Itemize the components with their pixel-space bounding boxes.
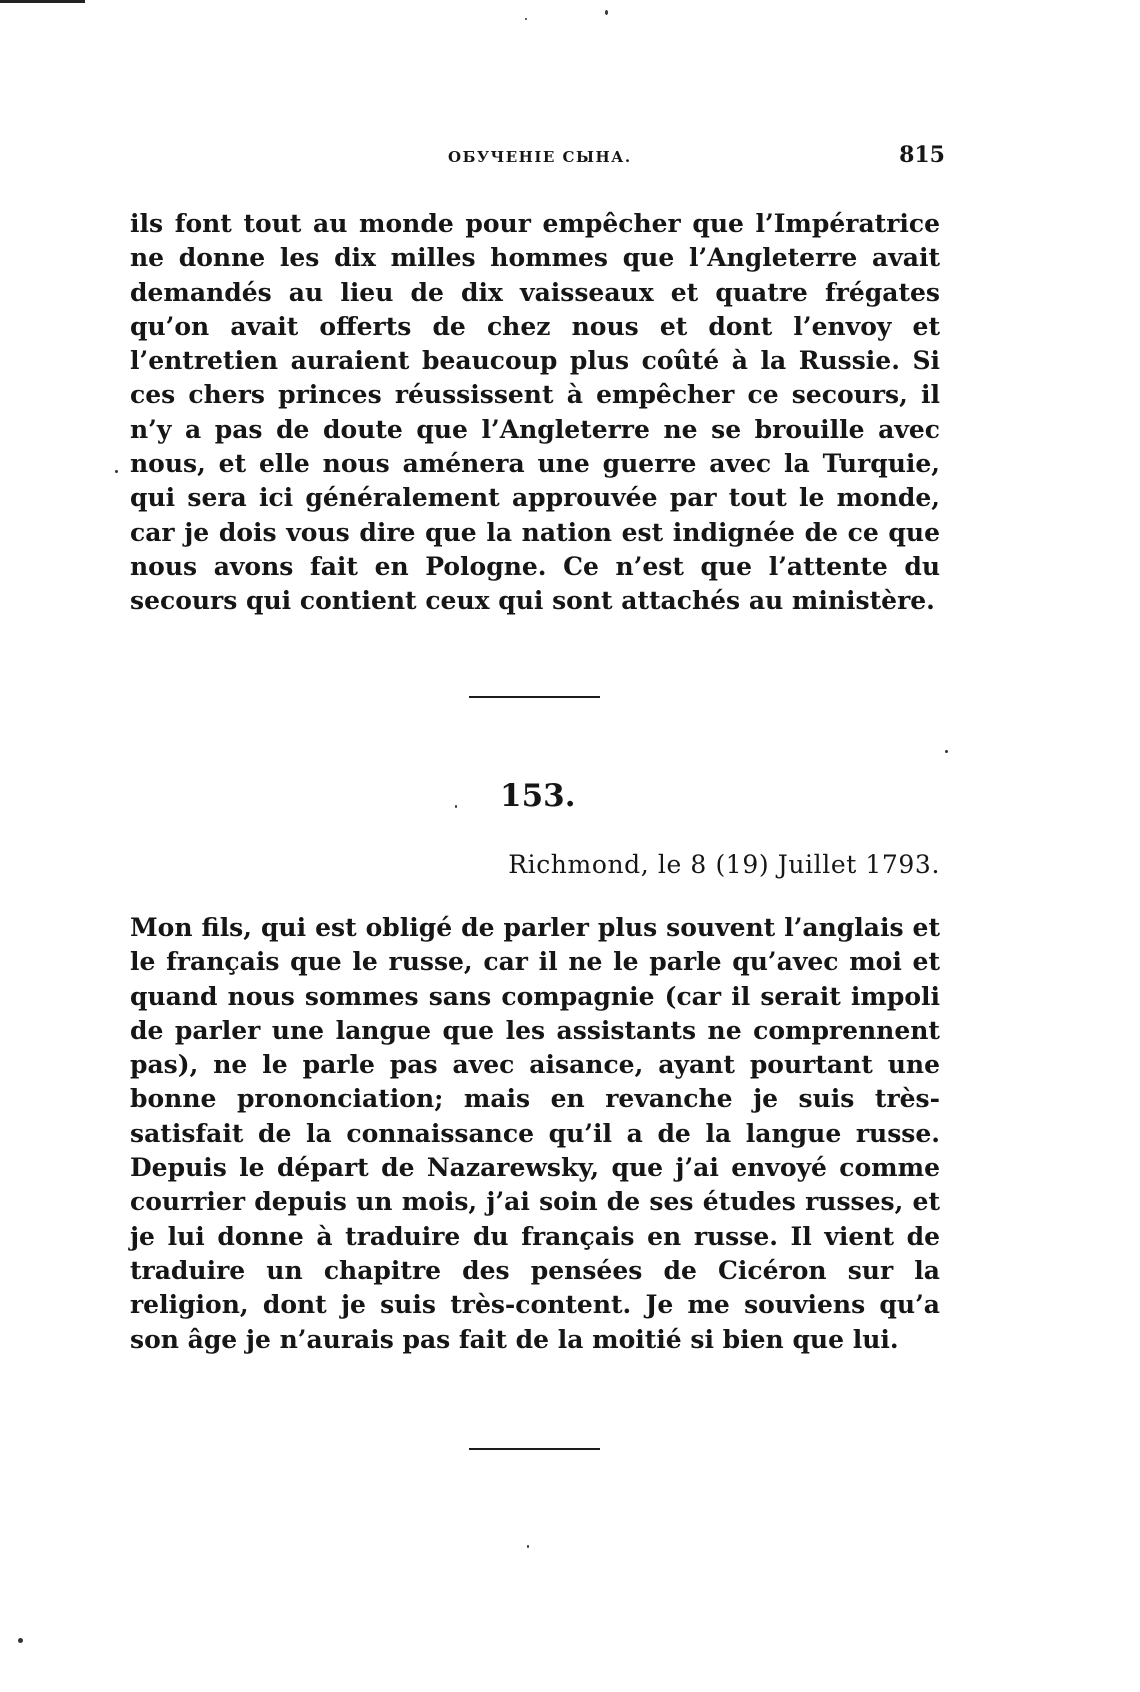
scan-speck	[525, 18, 527, 20]
paragraph-continued: ils font tout au monde pour empêcher que l’Impératrice ne donne les dix milles hommes que l’Angleterre avait demandés au lieu de dix vaisseaux et quatre frégates qu’on avait offerts de chez nous et dont l’envoy et l’entretien auraient beaucoup plus coûté à la Russie. Si ces chers princes réussissent à empêcher ce secours, il n’y a pas de doute que l’Angleterre ne se brouille avec nous, et elle nous aménera une guerre avec la Turquie, qui sera ici généralement approuvée par tout le monde, car je dois vous dire que la nation est indignée de ce que nous avons fait en Pologne. Ce n’est que l’attente du secours qui contient ceux qui sont attachés au ministère.	[130, 209, 940, 616]
paragraph-letter-body: Mon fils, qui est obligé de parler plus souvent l’anglais et le français que le russe, car il ne le parle qu’avec moi et quand nous sommes sans compagnie (car il serait impoli de parler une langue que les assistants ne comprennent pas), ne le parle pas avec aisance, ayant pourtant une bonne prononciation; mais en revanche je suis très-satisfait de la connaissance qu’il a de la langue russe. Depuis le départ de Nazarewsky, que j’ai envoyé comme courrier depuis un mois, j’ai soin de ses études russes, et je lui donne à traduire du français en russe. Il vient de traduire un chapitre des pensées de Cicéron sur la religion, dont je suis très-content. Je me souviens qu’a son âge je n’aurais pas fait de la moitié si bien que lui.	[130, 913, 940, 1354]
scan-speck	[945, 750, 948, 753]
page-number: 815	[899, 142, 945, 168]
letter-dateline: Richmond, le 8 (19) Juillet 1793.	[508, 850, 940, 879]
section-divider	[469, 1448, 600, 1450]
running-header	[130, 142, 945, 172]
running-title: ОБУЧЕНІЕ СЫНА.	[448, 148, 632, 166]
section-divider	[469, 696, 600, 698]
scan-speck	[455, 805, 457, 808]
scan-speck	[527, 1545, 529, 1548]
scan-edge-mark	[0, 0, 85, 3]
scan-speck	[605, 10, 608, 15]
scan-speck	[18, 1638, 23, 1643]
scan-speck	[115, 470, 118, 473]
letter-number: 153.	[500, 778, 576, 814]
